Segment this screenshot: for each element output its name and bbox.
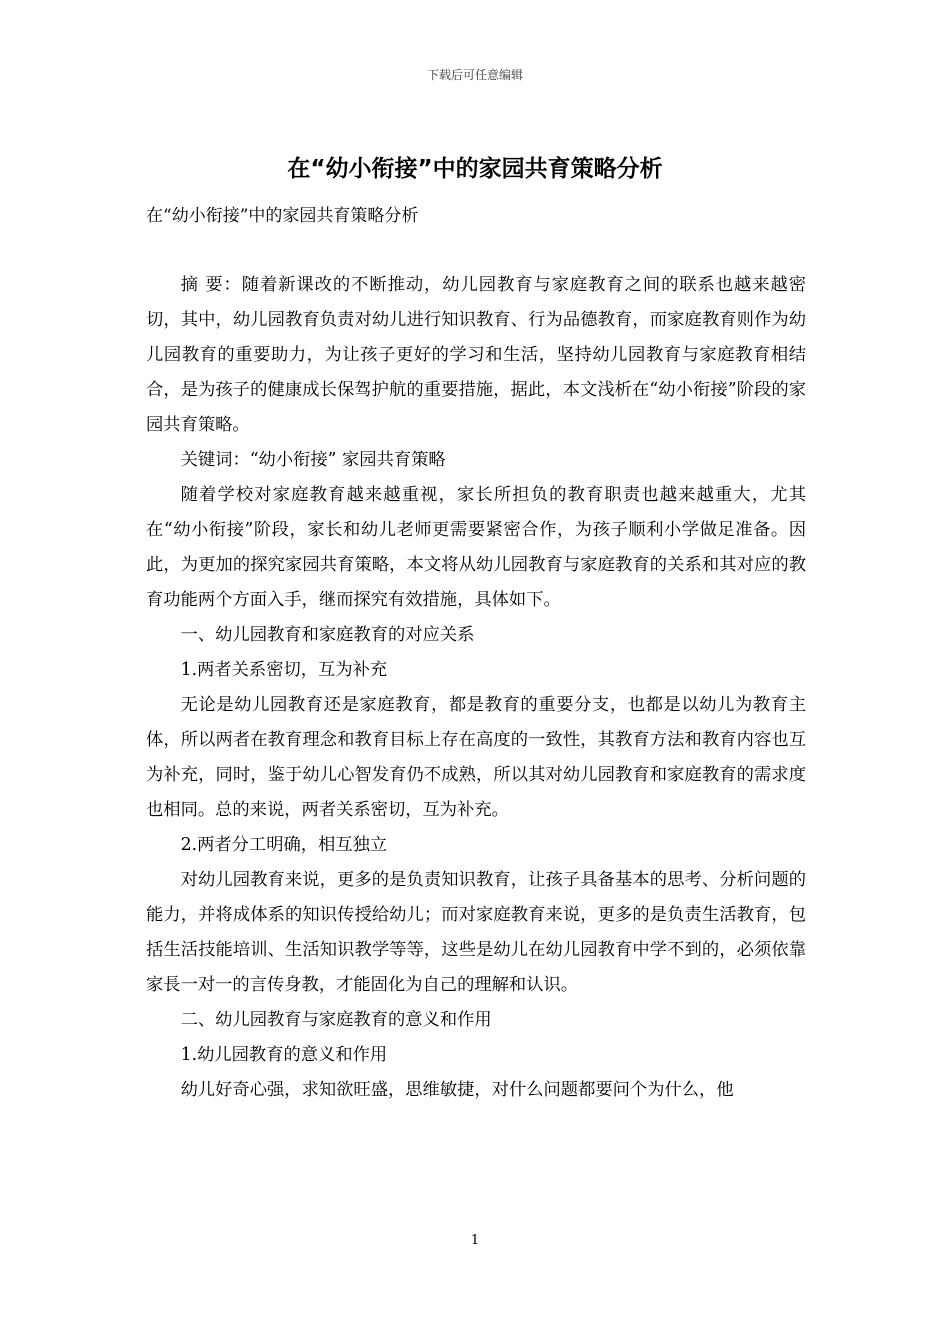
document-body	[146, 268, 806, 1108]
header-note: 下载后可任意编辑	[426, 68, 523, 82]
subsection-heading-1-2: 2.两者分工明确，相互独立	[180, 835, 388, 855]
body-paragraph: 无论是幼儿园教育还是家庭教育，都是教育的重要分支，也都是以幼儿为教育主体，所以两者在教育理念和教育目标上存在高度的一致性，其教育方法和教育内容也互为补充，同时，鉴于幼儿心智发育仍不成熟，所以其对幼儿园教育和家庭教育的需求度也相同。总的来说，两者关系密切，互为补充。	[146, 695, 806, 820]
abstract-paragraph: 摘 要：随着新课改的不断推动，幼儿园教育与家庭教育之间的联系也越来越密切，其中，幼儿园教育负责对幼儿进行知识教育、行为品德教育，而家庭教育则作为幼儿园教育的重要助力，为让孩子更好的学习和生活，坚持幼儿园教育与家庭教育相结合，是为孩子的健康成长保驾护航的重要措施，据此，本文浅析在“幼小衔接”阶段的家园共育策略。	[146, 275, 806, 435]
subsection-heading-1-1: 1.两者关系密切，互为补充	[180, 660, 388, 680]
section-heading-2: 二、幼儿园教育与家庭教育的意义和作用	[180, 1010, 492, 1030]
document-title: 在“幼小衔接”中的家园共育策略分析	[287, 156, 663, 182]
body-paragraph: 对幼儿园教育来说，更多的是负责知识教育，让孩子具备基本的思考、分析问题的能力，并将成体系的知识传授给幼儿；而对家庭教育来说，更多的是负责生活教育，包括生活技能培训、生活知识教学等等，这些是幼儿在幼儿园教育中学不到的，必须依靠家長一对一的言传身教，才能固化为自己的理解和认识。	[146, 870, 806, 995]
intro-paragraph: 随着学校对家庭教育越来越重视，家长所担负的教育职责也越来越重大，尤其在“幼小衔接”阶段，家长和幼儿老师更需要紧密合作，为孩子顺利小学做足准备。因此，为更加的探究家园共育策略，本文将从幼儿园教育与家庭教育的关系和其对应的教育功能两个方面入手，继而探究有效措施，具体如下。	[146, 485, 806, 610]
subsection-heading-2-1: 1.幼儿园教育的意义和作用	[180, 1045, 388, 1065]
section-heading-1: 一、幼儿园教育和家庭教育的对应关系	[180, 625, 475, 645]
keywords-paragraph: 关键词：“幼小衔接” 家园共育策略	[180, 450, 446, 470]
document-subtitle: 在“幼小衔接”中的家园共育策略分析	[146, 206, 419, 226]
body-paragraph: 幼儿好奇心强，求知欲旺盛，思维敏捷，对什么问题都要问个为什么，他	[180, 1080, 734, 1100]
page-number: 1	[470, 1233, 480, 1248]
